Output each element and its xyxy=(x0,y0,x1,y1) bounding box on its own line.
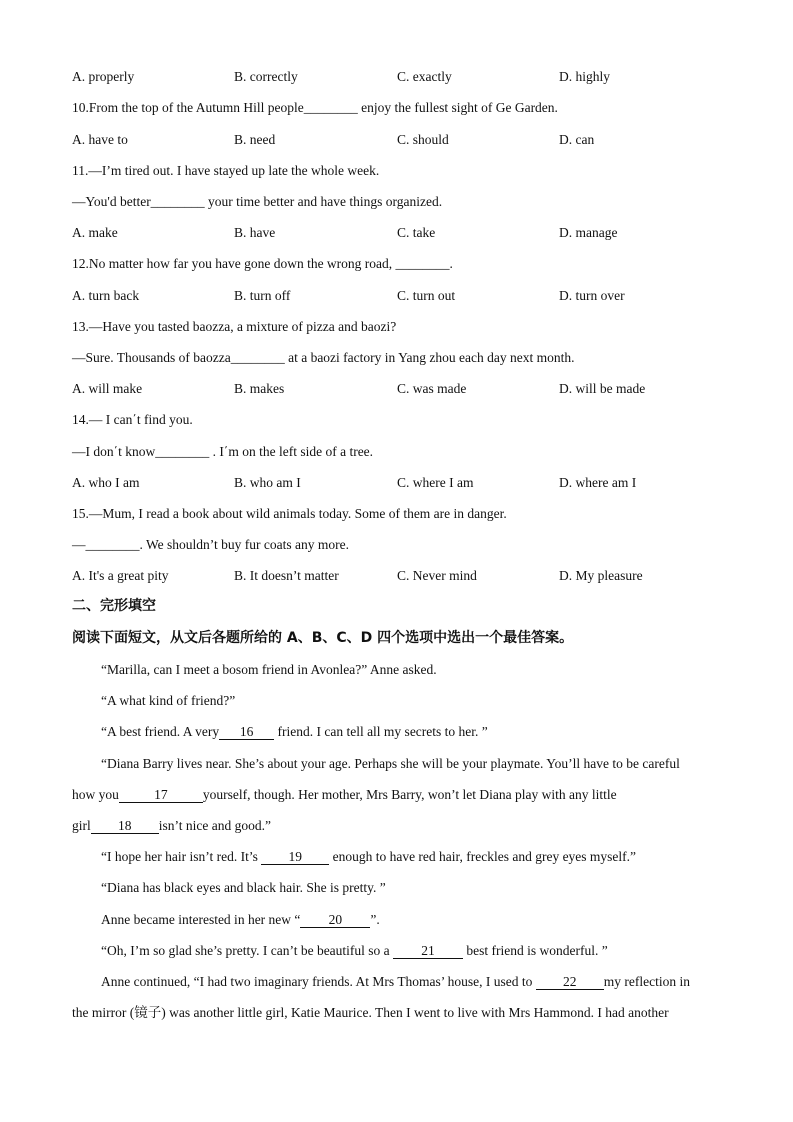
passage-text: enough to have red hair, freckles and grey eyes myself.” xyxy=(329,849,637,864)
q10-option-c: C. should xyxy=(397,132,449,147)
blank-22: 22 xyxy=(536,974,604,990)
q15-line2: —________. We shouldn’t buy fur coats any more. xyxy=(72,537,350,552)
q11-option-b: B. have xyxy=(234,225,276,240)
passage-paragraph: “A what kind of friend?” xyxy=(101,693,236,708)
passage-paragraph xyxy=(72,786,617,804)
q14-option-d: D. where am I xyxy=(559,475,637,490)
section-instruction: 阅读下面短文，从文后各题所给的 A、B、C、D 四个选项中选出一个最佳答案。 xyxy=(72,630,574,646)
q11-option-d: D. manage xyxy=(559,225,618,240)
passage-text: “I hope her hair isn’t red. It’s xyxy=(101,849,262,864)
q13-option-b: B. makes xyxy=(234,381,285,396)
passage-text: how you xyxy=(72,787,119,802)
q15-line1: 15.—Mum, I read a book about wild animals today. Some of them are in danger. xyxy=(72,506,507,521)
q9-option-d: D. highly xyxy=(559,69,611,84)
q12-option-a: A. turn back xyxy=(72,288,140,303)
q12-option-b: B. turn off xyxy=(234,288,291,303)
q10-stem: 10.From the top of the Autumn Hill people________ enjoy the fullest sight of Ge Garden. xyxy=(72,100,558,115)
q12-options xyxy=(72,287,732,305)
passage-paragraph xyxy=(101,848,636,866)
blank-21: 21 xyxy=(393,943,463,959)
q15-option-c: C. Never mind xyxy=(397,568,477,583)
q15-option-d: D. My pleasure xyxy=(559,568,643,583)
q14-option-a: A. who I am xyxy=(72,475,140,490)
passage-text: “Oh, I’m so glad she’s pretty. I can’t be beautiful so a xyxy=(101,943,394,958)
passage-text: Anne became interested in her new “ xyxy=(101,912,301,927)
passage-text: Anne continued, “I had two imaginary friends. At Mrs Thomas’ house, I used to xyxy=(101,974,536,989)
passage-text: yourself, though. Her mother, Mrs Barry, won’t let Diana play with any little xyxy=(202,787,617,802)
q13-option-c: C. was made xyxy=(397,381,467,396)
q9-option-b: B. correctly xyxy=(234,69,298,84)
passage-text: ”. xyxy=(370,912,380,927)
passage-paragraph: “Diana has black eyes and black hair. She is pretty. ” xyxy=(101,880,386,895)
q14-line2: —I don΄t know________ . I΄m on the left side of a tree. xyxy=(72,444,374,459)
passage-paragraph xyxy=(101,723,488,741)
passage-text: my reflection in xyxy=(603,974,691,989)
q11-line1: 11.—I’m tired out. I have stayed up late the whole week. xyxy=(72,163,380,178)
q14-line1: 14.— I can΄t find you. xyxy=(72,412,193,427)
passage-paragraph xyxy=(101,942,608,960)
blank-17: 17 xyxy=(119,787,203,803)
q9-options xyxy=(72,68,732,86)
q12-stem: 12.No matter how far you have gone down the wrong road, ________. xyxy=(72,256,453,271)
q9-option-c: C. exactly xyxy=(397,69,452,84)
q13-options xyxy=(72,380,732,398)
q13-option-a: A. will make xyxy=(72,381,143,396)
blank-16: 16 xyxy=(219,724,274,740)
q9-option-a: A. properly xyxy=(72,69,135,84)
q10-options xyxy=(72,131,732,149)
q10-option-a: A. have to xyxy=(72,132,128,147)
passage-text: girl xyxy=(72,818,91,833)
passage-paragraph xyxy=(101,911,380,929)
q15-options xyxy=(72,567,732,585)
q13-option-d: D. will be made xyxy=(559,381,646,396)
passage-paragraph: “Marilla, can I meet a bosom friend in Avonlea?” Anne asked. xyxy=(101,662,437,677)
q11-line2: —You'd better________ your time better and have things organized. xyxy=(72,194,443,209)
q15-option-a: A. It's a great pity xyxy=(72,568,169,583)
q11-option-a: A. make xyxy=(72,225,118,240)
passage-paragraph xyxy=(101,973,690,991)
q10-option-b: B. need xyxy=(234,132,276,147)
q15-option-b: B. It doesn’t matter xyxy=(234,568,339,583)
q12-option-d: D. turn over xyxy=(559,288,625,303)
passage-paragraph xyxy=(72,817,271,835)
blank-19: 19 xyxy=(261,849,329,865)
q14-option-b: B. who am I xyxy=(234,475,301,490)
q11-options xyxy=(72,224,732,242)
section-title: 二、完形填空 xyxy=(72,598,156,614)
q14-option-c: C. where I am xyxy=(397,475,474,490)
passage-text: friend. I can tell all my secrets to her. ” xyxy=(274,724,488,739)
passage-text: “A best friend. A very xyxy=(101,724,220,739)
q11-option-c: C. take xyxy=(397,225,436,240)
q13-line1: 13.—Have you tasted baozza, a mixture of pizza and baozi? xyxy=(72,319,397,334)
q13-line2: —Sure. Thousands of baozza________ at a baozi factory in Yang zhou each day next month. xyxy=(72,350,575,365)
q10-option-d: D. can xyxy=(559,132,595,147)
passage-paragraph: “Diana Barry lives near. She’s about your age. Perhaps she will be your playmate. You’ll have to be careful xyxy=(101,756,680,771)
passage-text: isn’t nice and good.” xyxy=(158,818,271,833)
blank-20: 20 xyxy=(300,912,370,928)
passage-text: best friend is wonderful. ” xyxy=(463,943,608,958)
blank-18: 18 xyxy=(91,818,159,834)
q14-options xyxy=(72,474,732,492)
q12-option-c: C. turn out xyxy=(397,288,456,303)
passage-paragraph: the mirror (镜子) was another little girl, Katie Maurice. Then I went to live with Mrs Hammond. I had another xyxy=(72,1005,669,1020)
